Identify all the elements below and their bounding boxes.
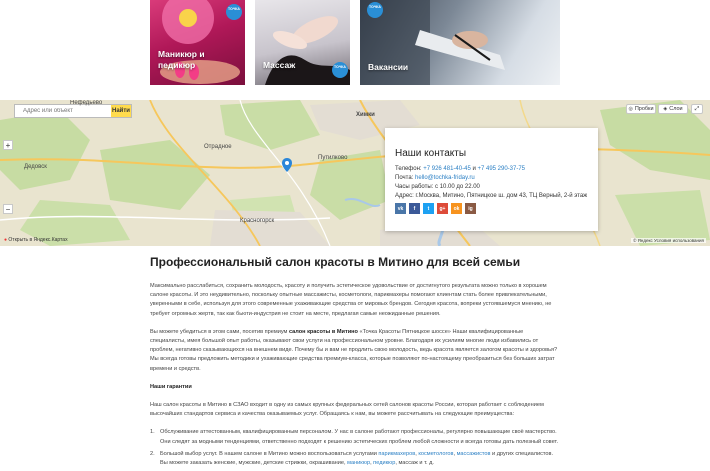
email-label: Почта: — [395, 175, 414, 181]
services-tiles — [150, 0, 560, 85]
article — [150, 255, 560, 471]
twitter-icon[interactable]: t — [423, 203, 434, 214]
map-terrain — [0, 100, 710, 246]
hairdressers-link[interactable]: парикмахеров — [378, 450, 416, 457]
contacts-email — [395, 174, 588, 183]
map-label: Химки — [356, 112, 375, 118]
article-paragraph: Максимально расслабиться, сохранить молодость, красоту и получить эстетическое удовольствие от достигнутого результата можно только в хорошем салоне красоты. И это неудивительно, поскольку опытные массажисты, косметологи, парикмахеры помогают клиентам стать более привлекательными, уверенными в себе, используя для этого современные ухаживающие средства от мировых брендов. Сегодня красота, вопреки устоявшемуся мнению, не требует огромных жертв, так как бьюти-индустрия не стоит на месте, предлагая самые неожиданные решения. — [150, 283, 552, 317]
text-fragment: , — [415, 450, 419, 457]
zoom-in-button[interactable]: + — [3, 140, 13, 150]
phone-separator: и — [470, 166, 478, 172]
map-label: Красногорск — [240, 218, 275, 224]
tile-vacancies[interactable] — [360, 0, 560, 85]
map-search-button[interactable]: Найти — [111, 105, 131, 117]
contacts-phone — [395, 165, 588, 174]
cosmetologists-link[interactable]: косметологов — [418, 450, 454, 457]
tile-manicure[interactable] — [150, 0, 245, 85]
facebook-icon[interactable]: f — [409, 203, 420, 214]
map-search-input[interactable] — [15, 105, 111, 117]
article-paragraph: Наш салон красоты в Митино в СЗАО входит в одну из самых крупных федеральных сетей салонов красоты России, которая работает с соблюдением высочайших стандартов сервиса и качества оказываемых услуг. Обращаясь к нам, вы можете рассчитывать на следующие преимущества: — [150, 402, 544, 418]
traffic-label: Пробки — [634, 106, 654, 112]
vk-icon[interactable]: vk — [395, 203, 406, 214]
google-plus-icon[interactable]: g+ — [437, 203, 448, 214]
traffic-icon: ◎ — [628, 106, 633, 112]
tochka-logo-text: ТОЧКА — [334, 65, 346, 69]
traffic-button[interactable] — [626, 104, 656, 114]
article-title: Профессиональный салон красоты в Митино для всей семьи — [150, 255, 521, 269]
phone-label: Телефон: — [395, 166, 422, 172]
text-fragment: , — [453, 450, 457, 457]
fullscreen-icon: ⤢ — [694, 105, 700, 112]
tochka-logo-text: ТОЧКА — [369, 5, 381, 9]
manicure-link[interactable]: маникюр — [347, 460, 371, 467]
social-links — [395, 203, 476, 214]
email-link[interactable]: hello@tochka-friday.ru — [415, 175, 475, 181]
tile-massage-label: Массаж — [263, 60, 296, 70]
list-item-text: Обслуживание аттестованным, квалифицированным персоналом. У нас в салоне работают профессионалы, регулярно повышающие своё мастерство. Они следят за модными тенденциями, ответственно подходят к решению эстетических проблем любой сложности и всегда готовы дать полезный совет. — [160, 429, 559, 445]
layers-icon: ◈ — [663, 106, 668, 112]
text-fragment: Вы можете убедиться в этом сами, посетив премиум — [150, 328, 289, 335]
article-paragraph — [150, 328, 560, 374]
tochka-logo-text: ТОЧКА — [228, 7, 240, 11]
odnoklassniki-icon[interactable]: ok — [451, 203, 462, 214]
yandex-maps-icon: ● — [4, 237, 8, 243]
contacts-card — [385, 128, 598, 231]
open-in-yandex-label: Открыть в Яндекс.Картах — [8, 237, 68, 243]
pedicure-link[interactable]: педикюр — [373, 460, 396, 467]
text-fragment: «Точка Красоты Пятницкое шоссе» Наши квалифицированные специалисты, имея большой опыт работы, оказывают свои услуги на профессиональном уровне. Благодаря их усилиям многие люди избавились от проблем, негативно сказывающихся на внешнем виде. Почему бы и вам не продлить свою молодость, ведь красота является залогом красоты и здоровья? Мы всегда готовы предложить методики и ухаживающие средства премиум-класса, которые позволяют по-настоящему преобразиться без больших затрат времени и средств. — [150, 328, 558, 372]
map-label: Нефедьево — [70, 100, 103, 106]
bold-fragment: салон красоты в Митино — [288, 328, 358, 335]
list-number: 1. — [150, 429, 155, 436]
map-copyright[interactable]: © Яндекс Условия использования — [633, 238, 704, 243]
text-fragment: , — [370, 460, 374, 467]
instagram-icon[interactable]: ig — [465, 203, 476, 214]
contacts-title: Наши контакты — [395, 148, 467, 159]
open-in-yandex-link[interactable] — [4, 237, 68, 243]
location-pin-icon[interactable] — [282, 158, 292, 172]
fullscreen-button[interactable] — [691, 104, 703, 114]
list-item — [150, 450, 560, 468]
contacts-address: Адрес: г.Москва, Митино, Пятницкое ш. дом 43, ТЦ Верный, 2-й этаж — [395, 193, 588, 199]
phone-link-2[interactable]: +7 495 290-37-75 — [477, 166, 526, 172]
tile-manicure-label-line1: Маникюр и — [158, 49, 205, 59]
map-label: Путилково — [318, 155, 348, 161]
contacts-hours: Часы работы: с 10.00 до 22.00 — [395, 184, 480, 190]
tochka-logo — [367, 2, 383, 18]
layers-label: Слои — [669, 106, 683, 112]
list-number: 2. — [150, 450, 155, 457]
tile-manicure-label — [158, 49, 205, 71]
guarantees-heading — [150, 383, 560, 392]
text-fragment: , массаж и т. д. — [395, 460, 434, 467]
guarantees-title: Наши гарантии — [150, 383, 192, 390]
tile-vacancies-label: Вакансии — [368, 62, 409, 72]
map-label: Дедовск — [24, 164, 47, 170]
text-fragment: Большой выбор услуг. В нашем салоне в Митино можно воспользоваться услугами — [160, 450, 379, 457]
tochka-logo — [226, 4, 242, 20]
phone-link-1[interactable]: +7 926 481-40-45 — [423, 166, 471, 172]
tochka-logo — [332, 62, 348, 78]
yandex-map[interactable] — [0, 100, 710, 246]
tile-manicure-label-line2: педикюр — [158, 60, 196, 70]
list-item — [150, 428, 560, 446]
masseurs-link[interactable]: массажистов — [456, 450, 491, 457]
guarantees-list — [150, 428, 560, 468]
text-fragment: и других специалистов. Вы можете заказать женские, мужские, детские стрижки, окрашивание, — [160, 450, 554, 467]
map-label: Отрадное — [204, 144, 232, 150]
tile-massage[interactable] — [255, 0, 350, 85]
layers-button[interactable] — [658, 104, 688, 114]
zoom-out-button[interactable]: − — [3, 204, 13, 214]
map-search — [14, 104, 132, 118]
